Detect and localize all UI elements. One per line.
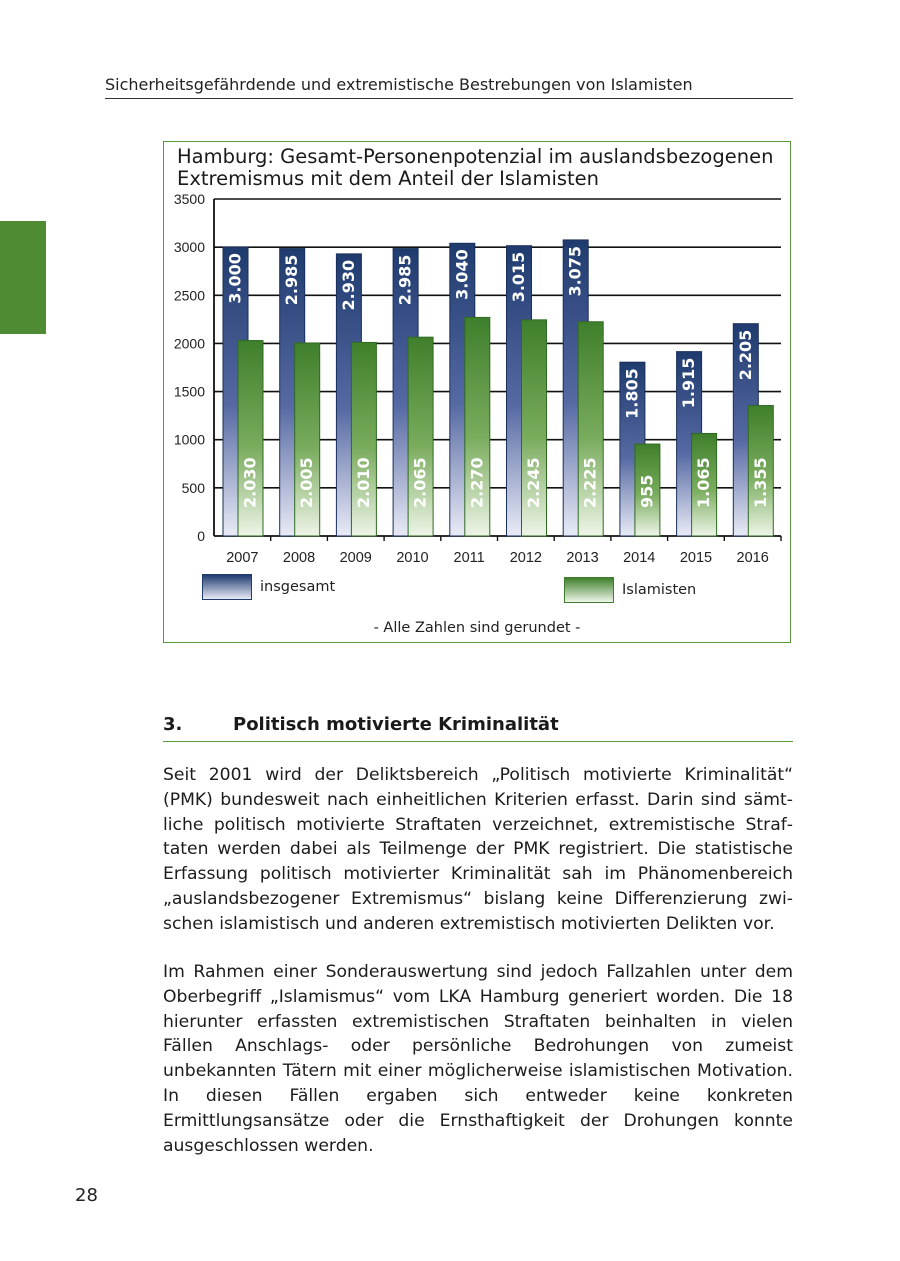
value-label-islamisten-2010: 2.065 bbox=[410, 457, 430, 508]
y-tick-label: 2500 bbox=[173, 287, 205, 304]
value-label-insgesamt-2010: 2.985 bbox=[395, 254, 415, 306]
x-tick-label: 2011 bbox=[453, 550, 485, 566]
y-tick-label: 3500 bbox=[173, 191, 205, 207]
value-label-islamisten-2012: 2.245 bbox=[524, 457, 543, 508]
chart-figure bbox=[163, 141, 791, 643]
value-label-islamisten-2014: 955 bbox=[637, 474, 657, 508]
x-tick-label: 2007 bbox=[226, 550, 259, 566]
legend-label-insgesamt: insgesamt bbox=[260, 579, 336, 595]
paragraph-2: Im Rahmen einer Sonderauswertung sind jedoch Fallzahlen unter dem Oberbegriff „Islamismus“ vom LKA Hamburg generiert worden. Die 18 hierunter erfassten extremistischen Straftaten beinhalten in vielen Fällen Anschlags- oder persönliche Bedrohungen von zumeist unbekannten Tätern mit einer möglicherweise islamistischen Motivation. In diesen Fällen ergaben sich entweder keine konkreten Ermittlungsansätze oder die Ernsthaftigkeit der Drohungen konnte ausgeschlossen werden. bbox=[163, 962, 793, 1156]
y-tick-label: 0 bbox=[197, 528, 205, 544]
x-tick-label: 2015 bbox=[679, 550, 713, 566]
chapter-tab bbox=[0, 221, 46, 334]
section-heading bbox=[163, 714, 793, 742]
value-label-islamisten-2016: 1.355 bbox=[750, 457, 770, 508]
value-label-islamisten-2009: 2.010 bbox=[353, 457, 373, 508]
bar-chart bbox=[164, 142, 790, 642]
value-label-insgesamt-2008: 2.985 bbox=[282, 254, 302, 306]
y-tick-label: 3000 bbox=[173, 239, 205, 256]
value-label-insgesamt-2014: 1.805 bbox=[622, 368, 642, 419]
y-tick-label: 1000 bbox=[173, 431, 205, 448]
y-tick-label: 2000 bbox=[173, 335, 205, 352]
value-label-insgesamt-2012: 3.015 bbox=[509, 251, 528, 303]
value-label-islamisten-2015: 1.065 bbox=[694, 457, 714, 508]
value-label-islamisten-2013: 2.225 bbox=[580, 457, 600, 508]
x-tick-label: 2009 bbox=[339, 550, 372, 566]
value-label-insgesamt-2013: 3.075 bbox=[565, 245, 585, 297]
legend-item-insgesamt bbox=[202, 574, 335, 600]
legend-swatch-blue bbox=[202, 574, 252, 600]
section-title: Politisch motivierte Kriminalität bbox=[233, 714, 559, 735]
y-tick-label: 1500 bbox=[173, 383, 205, 400]
running-header: Sicherheitsgefährdende und extremistische Bestrebungen von Islamisten bbox=[105, 75, 793, 99]
chart-title: Hamburg: Gesamt-Personenpotenzial im auslandsbezogenen Extremismus mit dem Anteil der Islamisten bbox=[177, 145, 774, 190]
legend-label-islamisten: Islamisten bbox=[622, 582, 697, 598]
x-tick-label: 2016 bbox=[736, 550, 769, 566]
value-label-insgesamt-2007: 3.000 bbox=[225, 253, 245, 304]
chart-note: - Alle Zahlen sind gerundet - bbox=[373, 620, 581, 636]
x-tick-label: 2010 bbox=[396, 550, 429, 566]
x-tick-label: 2013 bbox=[566, 550, 599, 566]
x-tick-label: 2008 bbox=[282, 550, 316, 566]
x-tick-label: 2012 bbox=[509, 550, 542, 566]
y-tick-label: 500 bbox=[181, 479, 205, 496]
value-label-islamisten-2008: 2.005 bbox=[297, 457, 317, 508]
value-label-islamisten-2011: 2.270 bbox=[467, 457, 487, 508]
value-label-insgesamt-2009: 2.930 bbox=[338, 259, 358, 311]
value-label-insgesamt-2016: 2.205 bbox=[735, 329, 755, 381]
x-tick-label: 2014 bbox=[623, 550, 656, 566]
value-label-insgesamt-2011: 3.040 bbox=[452, 249, 472, 300]
paragraph-1: Seit 2001 wird der Deliktsbereich „Politisch motivierte Kriminalität“ (PMK) bundesweit nach einheitlichen Kriterien erfasst. Darin sind sämtliche politisch motivierte Straftaten verzeichnet, extremistische Straftaten werden dabei als Teilmenge der PMK registriert. Die statistische Erfassung politisch motivierter Kriminalität sah im Phänomenbereich „auslandsbezogener Extremismus“ bislang keine Differenzierung zwischen islamistisch und anderen extremistisch motivierten Delikten vor. bbox=[163, 765, 793, 934]
value-label-islamisten-2007: 2.030 bbox=[240, 457, 260, 508]
section-number: 3. bbox=[163, 714, 183, 735]
page-number: 28 bbox=[75, 1185, 98, 1206]
value-label-insgesamt-2015: 1.915 bbox=[679, 357, 699, 409]
legend-item-islamisten bbox=[564, 577, 696, 603]
legend-swatch-green bbox=[564, 577, 614, 603]
